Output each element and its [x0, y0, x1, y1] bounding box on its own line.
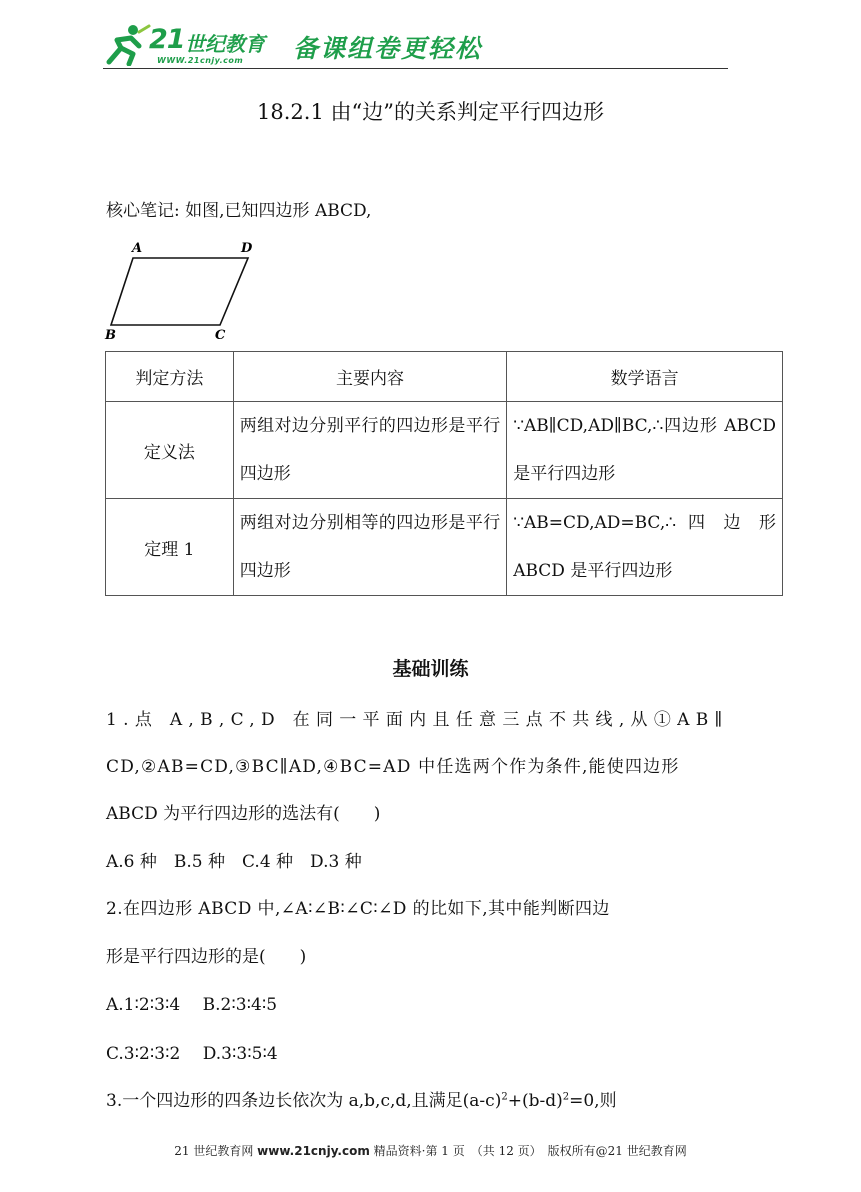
footer-site: 21 世纪教育网 [174, 1144, 254, 1158]
logo-number: 21 [149, 24, 185, 55]
question-1-line-1: 1.点 A,B,C,D 在同一平面内且任意三点不共线,从①AB∥ [106, 710, 729, 730]
table-header-row [106, 352, 783, 402]
column-header: 判定方法 [106, 352, 234, 402]
question-3-line-1: 3.一个四边形的四条边长依次为 a,b,c,d,且满足$(a-c)^2+(b-d)^2=0$,则 [106, 1091, 617, 1111]
header-slogan: 备课组卷更轻松 [293, 34, 483, 63]
column-header: 数学语言 [507, 352, 783, 402]
page-title: 18.2.1 由“边”的关系判定平行四边形 [257, 100, 604, 124]
logo-url: WWW.21cnjy.com [157, 56, 244, 65]
content-cell: 两组对边分别平行的四边形是平行四边形 [233, 402, 506, 499]
parallelogram-figure [100, 236, 270, 346]
runner-logo-icon [103, 22, 151, 66]
logo-text: 世纪教育 [185, 32, 265, 56]
page-header [103, 22, 728, 72]
page-footer [0, 1142, 861, 1159]
section-title: 基础训练 [392, 658, 469, 680]
vertex-label-b: B [105, 328, 116, 343]
question-1-line-2: CD,②AB=CD,③BC∥AD,④BC=AD 中任选两个作为条件,能使四边形 [106, 757, 680, 777]
question-1-options: A.6 种 B.5 种 C.4 种 D.3 种 [106, 852, 362, 872]
table-row [106, 402, 783, 499]
method-cell: 定理 1 [106, 499, 234, 596]
question-2-options-1: A.1∶2∶3∶4 B.2∶3∶4∶5 [106, 995, 278, 1015]
math-language-cell: ∵AB∥CD,AD∥BC,∴四边形 ABCD 是平行四边形 [507, 402, 783, 499]
column-header: 主要内容 [233, 352, 506, 402]
question-2-line-1: 2.在四边形 ABCD 中,∠A∶∠B∶∠C∶∠D 的比如下,其中能判断四边 [106, 899, 610, 919]
math-language-cell: ∵AB=CD,AD=BC,∴ 四 边 形 ABCD 是平行四边形 [507, 499, 783, 596]
table-row [106, 499, 783, 596]
vertex-label-d: D [241, 241, 253, 256]
criteria-table [105, 351, 783, 596]
question-1-line-3: ABCD 为平行四边形的选法有( ) [106, 804, 381, 824]
question-2-options-2: C.3∶2∶3∶2 D.3∶3∶5∶4 [106, 1044, 278, 1064]
method-cell: 定义法 [106, 402, 234, 499]
vertex-label-a: A [132, 241, 143, 256]
footer-info: 精品资料·第 1 页 （共 12 页） 版权所有@21 世纪教育网 [373, 1144, 687, 1158]
content-cell: 两组对边分别相等的四边形是平行四边形 [233, 499, 506, 596]
header-divider [103, 68, 728, 69]
footer-url-link[interactable]: www.21cnjy.com [257, 1144, 370, 1158]
core-notes-intro: 核心笔记: 如图,已知四边形 ABCD, [106, 201, 372, 221]
vertex-label-c: C [215, 328, 226, 343]
question-2-line-2: 形是平行四边形的是( ) [106, 947, 307, 967]
